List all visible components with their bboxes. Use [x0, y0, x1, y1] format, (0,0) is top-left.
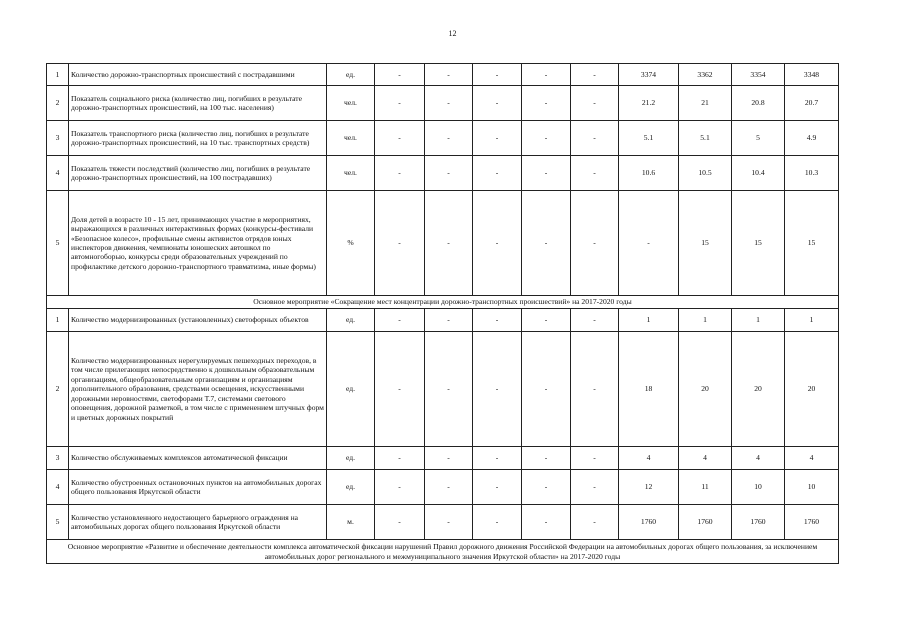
table-row: [47, 470, 839, 505]
value-cell: 20: [679, 332, 732, 447]
value-cell: 5.1: [619, 121, 679, 156]
indicator-name: Количество установленного недостающего барьерного ограждения на автомобильных дорогах общего пользования Иркутской области: [69, 505, 327, 540]
value-cell: 1: [679, 309, 732, 332]
indicator-name: Количество модернизированных нерегулируемых пешеходных переходов, в том числе прилегающих непосредственно к дошкольным образовательным организациям, общеобразовательным организациям и организациям дополнительного образования, средствами освещения, искусственными дорожными неровностями, светофорами Т.7, системами светового оповещения, дорожной разметкой, в том числе с применением штучных форм и цветных дорожных покрытий: [69, 332, 327, 447]
section-title: Основное мероприятие «Сокращение мест концентрации дорожно-транспортных происшествий» на 2017-2020 годы: [47, 296, 839, 309]
indicators-block-1: [47, 64, 839, 296]
value-cell: -: [571, 505, 619, 540]
table-row: [47, 309, 839, 332]
value-cell: -: [375, 86, 425, 121]
value-cell: -: [571, 156, 619, 191]
value-cell: 1: [619, 309, 679, 332]
indicator-name: Количество дорожно-транспортных происшествий с пострадавшими: [69, 64, 327, 86]
unit-cell: %: [327, 191, 375, 296]
value-cell: -: [375, 64, 425, 86]
value-cell: 20: [785, 332, 839, 447]
indicator-name: Количество обустроенных остановочных пунктов на автомобильных дорогах общего пользования Иркутской области: [69, 470, 327, 505]
row-number: 3: [47, 121, 69, 156]
value-cell: 15: [732, 191, 785, 296]
value-cell: -: [473, 64, 522, 86]
row-number: 4: [47, 156, 69, 191]
table-row: [47, 64, 839, 86]
value-cell: 1760: [619, 505, 679, 540]
value-cell: -: [522, 309, 571, 332]
value-cell: -: [522, 64, 571, 86]
value-cell: 1760: [679, 505, 732, 540]
value-cell: -: [522, 447, 571, 470]
value-cell: 10.4: [732, 156, 785, 191]
value-cell: 20.7: [785, 86, 839, 121]
table-row: [47, 121, 839, 156]
row-number: 3: [47, 447, 69, 470]
value-cell: 4.9: [785, 121, 839, 156]
value-cell: -: [571, 121, 619, 156]
value-cell: -: [522, 86, 571, 121]
page-number: 12: [448, 29, 457, 38]
value-cell: -: [473, 191, 522, 296]
table-row: [47, 86, 839, 121]
row-number: 4: [47, 470, 69, 505]
value-cell: -: [425, 505, 473, 540]
unit-cell: ед.: [327, 470, 375, 505]
indicator-name: Показатель социального риска (количество лиц, погибших в результате дорожно-транспортных происшествий, на 100 тыс. населения): [69, 86, 327, 121]
value-cell: -: [473, 470, 522, 505]
value-cell: 5: [732, 121, 785, 156]
value-cell: -: [571, 470, 619, 505]
table-row: [47, 332, 839, 447]
value-cell: 10.6: [619, 156, 679, 191]
value-cell: -: [473, 156, 522, 191]
value-cell: -: [375, 447, 425, 470]
unit-cell: ед.: [327, 447, 375, 470]
value-cell: 15: [785, 191, 839, 296]
value-cell: 4: [679, 447, 732, 470]
value-cell: 11: [679, 470, 732, 505]
value-cell: 1760: [785, 505, 839, 540]
unit-cell: чел.: [327, 86, 375, 121]
value-cell: -: [571, 64, 619, 86]
value-cell: 20.8: [732, 86, 785, 121]
value-cell: -: [473, 86, 522, 121]
row-number: 2: [47, 86, 69, 121]
value-cell: -: [375, 505, 425, 540]
value-cell: 3374: [619, 64, 679, 86]
unit-cell: м.: [327, 505, 375, 540]
value-cell: -: [375, 309, 425, 332]
value-cell: -: [571, 86, 619, 121]
value-cell: 18: [619, 332, 679, 447]
row-number: 5: [47, 505, 69, 540]
table-row: [47, 505, 839, 540]
value-cell: -: [571, 309, 619, 332]
indicators-block-2: [47, 309, 839, 540]
value-cell: 15: [679, 191, 732, 296]
value-cell: -: [473, 332, 522, 447]
value-cell: 20: [732, 332, 785, 447]
indicator-name: Количество обслуживаемых комплексов автоматической фиксации: [69, 447, 327, 470]
value-cell: 4: [732, 447, 785, 470]
value-cell: -: [522, 121, 571, 156]
value-cell: -: [571, 332, 619, 447]
value-cell: -: [473, 121, 522, 156]
value-cell: 10: [732, 470, 785, 505]
indicators-table: [46, 63, 839, 564]
section-heading-2: [47, 540, 839, 564]
section-heading-1: [47, 296, 839, 309]
value-cell: -: [522, 470, 571, 505]
indicator-name: Показатель тяжести последствий (количество лиц, погибших в результате дорожно-транспортных происшествий, на 100 пострадавших): [69, 156, 327, 191]
indicator-name: Количество модернизированных (установленных) светофорных объектов: [69, 309, 327, 332]
unit-cell: чел.: [327, 156, 375, 191]
section-title: Основное мероприятие «Развитие и обеспечение деятельности комплекса автоматической фиксации нарушений Правил дорожного движения Российской Федерации на автомобильных дорогах общего пользования, за исключением автомобильных дорог регионального и межмуниципального значения Иркутской области» на 2017-2020 годы: [47, 540, 839, 564]
value-cell: 4: [785, 447, 839, 470]
value-cell: -: [375, 156, 425, 191]
value-cell: -: [473, 505, 522, 540]
value-cell: 10.5: [679, 156, 732, 191]
value-cell: -: [425, 86, 473, 121]
value-cell: -: [425, 332, 473, 447]
value-cell: 5.1: [679, 121, 732, 156]
value-cell: -: [425, 447, 473, 470]
table-row: [47, 191, 839, 296]
value-cell: 1760: [732, 505, 785, 540]
row-number: 5: [47, 191, 69, 296]
value-cell: -: [473, 309, 522, 332]
value-cell: 3362: [679, 64, 732, 86]
table-row: [47, 447, 839, 470]
value-cell: 3348: [785, 64, 839, 86]
value-cell: -: [425, 156, 473, 191]
value-cell: -: [522, 156, 571, 191]
value-cell: -: [425, 121, 473, 156]
indicator-name: Показатель транспортного риска (количество лиц, погибших в результате дорожно-транспортных происшествий, на 10 тыс. транспортных средств): [69, 121, 327, 156]
value-cell: -: [375, 191, 425, 296]
row-number: 1: [47, 64, 69, 86]
row-number: 1: [47, 309, 69, 332]
unit-cell: ед.: [327, 309, 375, 332]
value-cell: -: [375, 332, 425, 447]
value-cell: -: [425, 309, 473, 332]
value-cell: 1: [732, 309, 785, 332]
value-cell: -: [571, 447, 619, 470]
value-cell: -: [522, 332, 571, 447]
value-cell: -: [425, 191, 473, 296]
value-cell: 3354: [732, 64, 785, 86]
value-cell: 12: [619, 470, 679, 505]
unit-cell: ед.: [327, 64, 375, 86]
table-row: [47, 156, 839, 191]
value-cell: -: [425, 64, 473, 86]
value-cell: 10: [785, 470, 839, 505]
value-cell: -: [619, 191, 679, 296]
value-cell: -: [522, 191, 571, 296]
indicator-name: Доля детей в возрасте 10 - 15 лет, принимающих участие в мероприятиях, выражающихся в различных интерактивных формах (конкурсы-фестивали «Безопасное колесо», профильные смены активистов отрядов юных инспекторов движения, чемпионаты юношеских автошкол по автомногоборью, конкурсы среди образовательных учреждений по профилактике детского дорожно-транспортного травматизма, иные формы): [69, 191, 327, 296]
value-cell: 4: [619, 447, 679, 470]
value-cell: -: [522, 505, 571, 540]
row-number: 2: [47, 332, 69, 447]
value-cell: -: [425, 470, 473, 505]
unit-cell: чел.: [327, 121, 375, 156]
value-cell: -: [473, 447, 522, 470]
value-cell: -: [375, 470, 425, 505]
value-cell: -: [375, 121, 425, 156]
value-cell: 10.3: [785, 156, 839, 191]
value-cell: 1: [785, 309, 839, 332]
value-cell: 21.2: [619, 86, 679, 121]
value-cell: 21: [679, 86, 732, 121]
unit-cell: ед.: [327, 332, 375, 447]
value-cell: -: [571, 191, 619, 296]
